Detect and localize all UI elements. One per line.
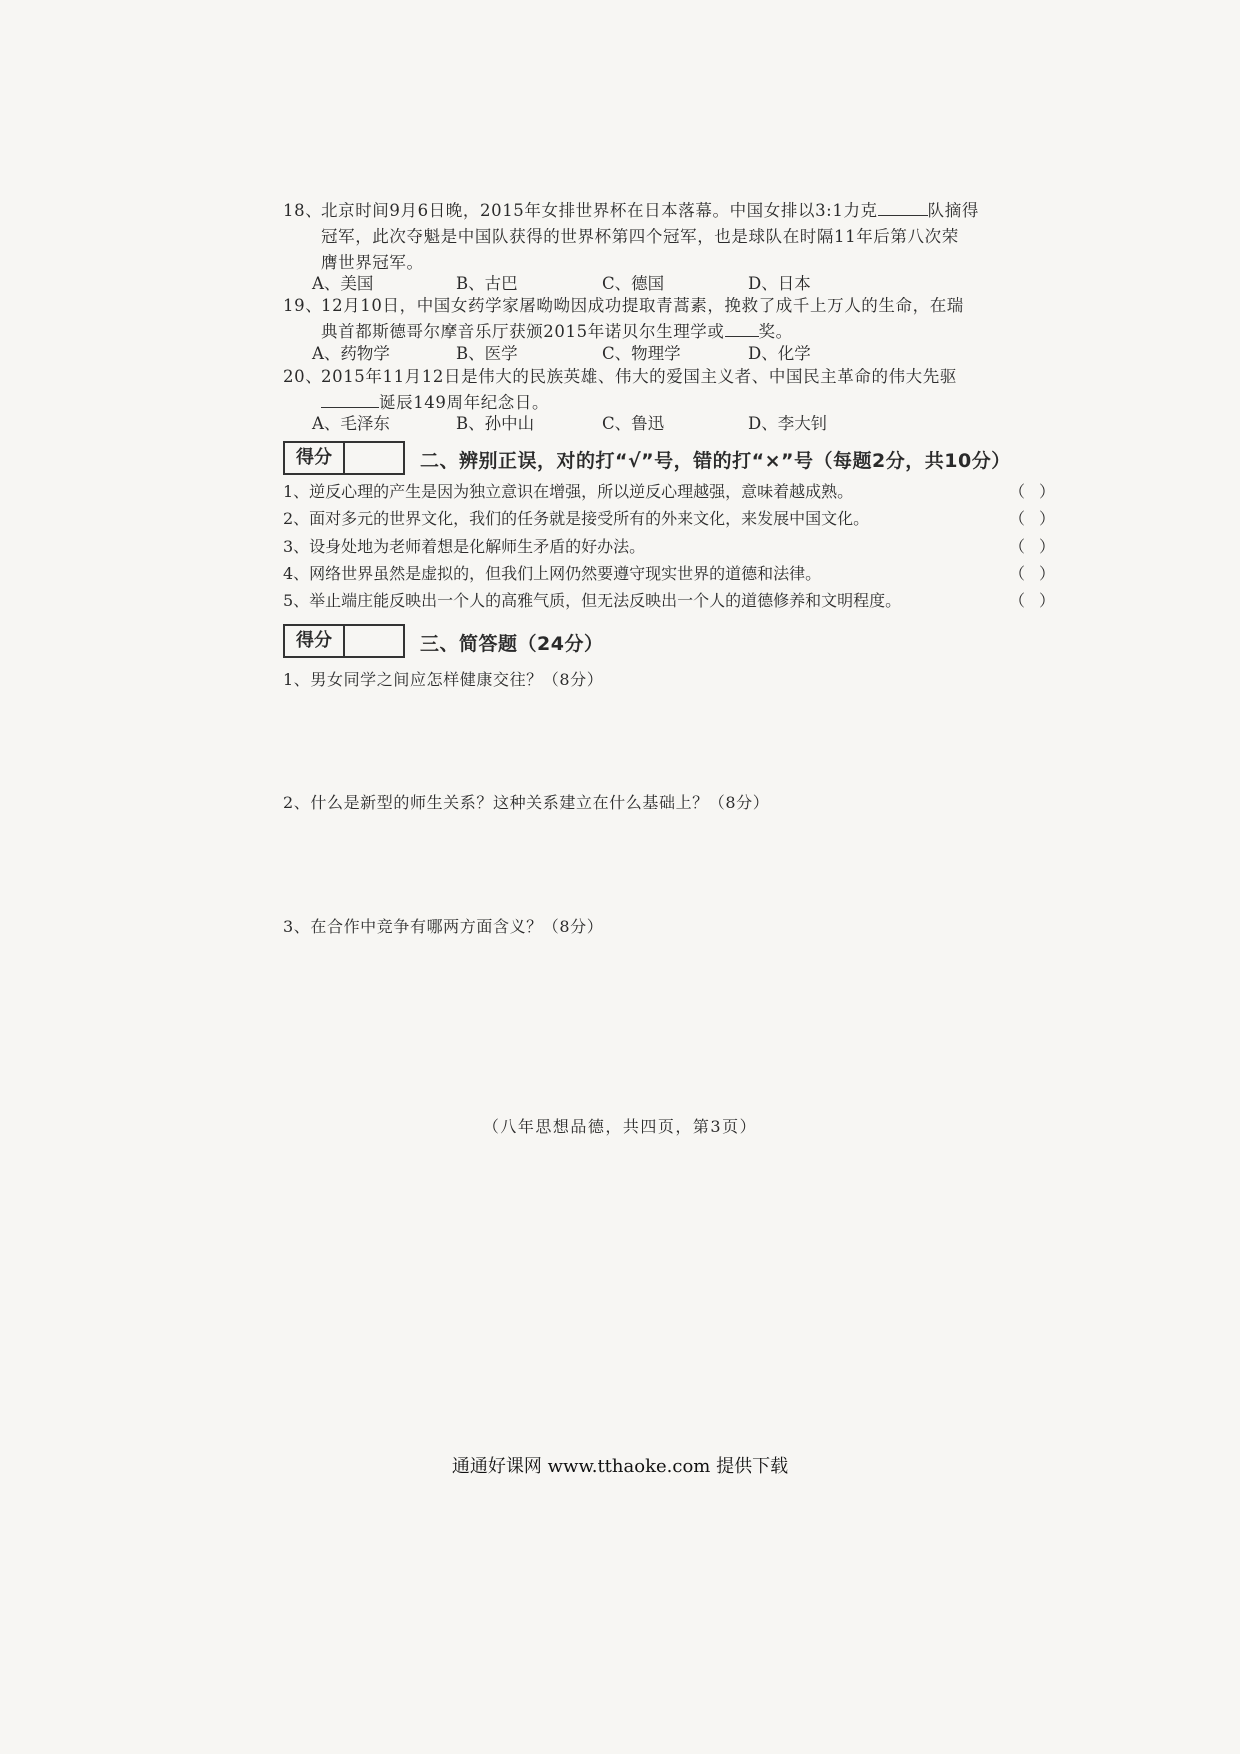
score-label: 得分 (285, 443, 345, 473)
option-b: B、医学 (456, 344, 518, 363)
judge-text: 4、网络世界虽然是虚拟的，但我们上网仍然要遵守现实世界的道德和法律。 (283, 564, 822, 583)
option-c: C、德国 (602, 274, 665, 293)
score-box-section2 (283, 441, 405, 475)
judge-item-4 (283, 561, 1073, 587)
judge-text: 3、设身处地为老师着想是化解师生矛盾的好办法。 (283, 537, 646, 556)
question-19 (283, 293, 1063, 345)
judge-text: 2、面对多元的世界文化，我们的任务就是接受所有的外来文化，来发展中国文化。 (283, 509, 870, 528)
question-text: 膺世界冠军。 (321, 253, 424, 272)
download-credit: 通通好课网 www.tthaoke.com 提供下载 (451, 1456, 789, 1477)
question-text: 队摘得 (927, 201, 979, 220)
option-d: D、李大钊 (748, 414, 828, 433)
question-text: 典首都斯德哥尔摩音乐厅获颁2015年诺贝尔生理学或 (321, 322, 725, 341)
answer-paren: （） (1008, 564, 1069, 583)
answer-blank (878, 199, 928, 216)
question-text: 奖。 (758, 322, 793, 341)
option-c: C、鲁迅 (602, 414, 665, 433)
section3-title: 三、简答题（24分） (420, 633, 604, 655)
answer-blank (321, 391, 379, 408)
question-text: 2015年11月12日是伟大的民族英雄、伟大的爱国主义者、中国民主革命的伟大先驱 (321, 367, 957, 386)
answer-paren: （） (1008, 591, 1069, 610)
short-answer-1: 1、男女同学之间应怎样健康交往？（8分） (283, 670, 604, 689)
answer-paren: （） (1008, 537, 1069, 556)
question-text: 北京时间9月6日晚，2015年女排世界杯在日本落幕。中国女排以3:1力克 (321, 201, 878, 220)
option-a: A、美国 (312, 274, 374, 293)
judge-item-1 (283, 479, 1073, 505)
judge-item-5 (283, 588, 1073, 614)
page-footer: （八年思想品德，共四页，第3页） (482, 1117, 758, 1136)
score-label: 得分 (285, 626, 345, 656)
question-number: 18、 (283, 201, 323, 220)
section2-title: 二、辨别正误，对的打“√”号，错的打“×”号（每题2分，共10分） (420, 450, 1011, 472)
question-number: 19、 (283, 296, 323, 315)
option-d: D、化学 (748, 344, 811, 363)
question-number: 20、 (283, 367, 323, 386)
judge-item-2 (283, 506, 1073, 532)
question-text: 冠军，此次夺魁是中国队获得的世界杯第四个冠军，也是球队在时隔11年后第八次荣 (321, 227, 959, 246)
judge-text: 5、举止端庄能反映出一个人的高雅气质，但无法反映出一个人的道德修养和文明程度。 (283, 591, 902, 610)
question-text: 12月10日，中国女药学家屠呦呦因成功提取青蒿素，挽救了成千上万人的生命，在瑞 (321, 296, 964, 315)
judge-text: 1、逆反心理的产生是因为独立意识在增强，所以逆反心理越强，意味着越成熟。 (283, 482, 854, 501)
option-a: A、药物学 (312, 344, 390, 363)
question-text: 诞辰149周年纪念日。 (379, 393, 550, 412)
answer-paren: （） (1008, 509, 1069, 528)
score-box-section3 (283, 624, 405, 658)
short-answer-3: 3、在合作中竞争有哪两方面含义？（8分） (283, 917, 604, 936)
option-a: A、毛泽东 (312, 414, 390, 433)
judge-item-3 (283, 534, 1073, 560)
question-20 (283, 364, 1063, 416)
option-d: D、日本 (748, 274, 811, 293)
answer-blank (725, 320, 759, 337)
short-answer-2: 2、什么是新型的师生关系？这种关系建立在什么基础上？（8分） (283, 793, 770, 812)
option-c: C、物理学 (602, 344, 681, 363)
option-b: B、古巴 (456, 274, 518, 293)
option-b: B、孙中山 (456, 414, 535, 433)
answer-paren: （） (1008, 482, 1069, 501)
question-18 (283, 198, 1063, 276)
